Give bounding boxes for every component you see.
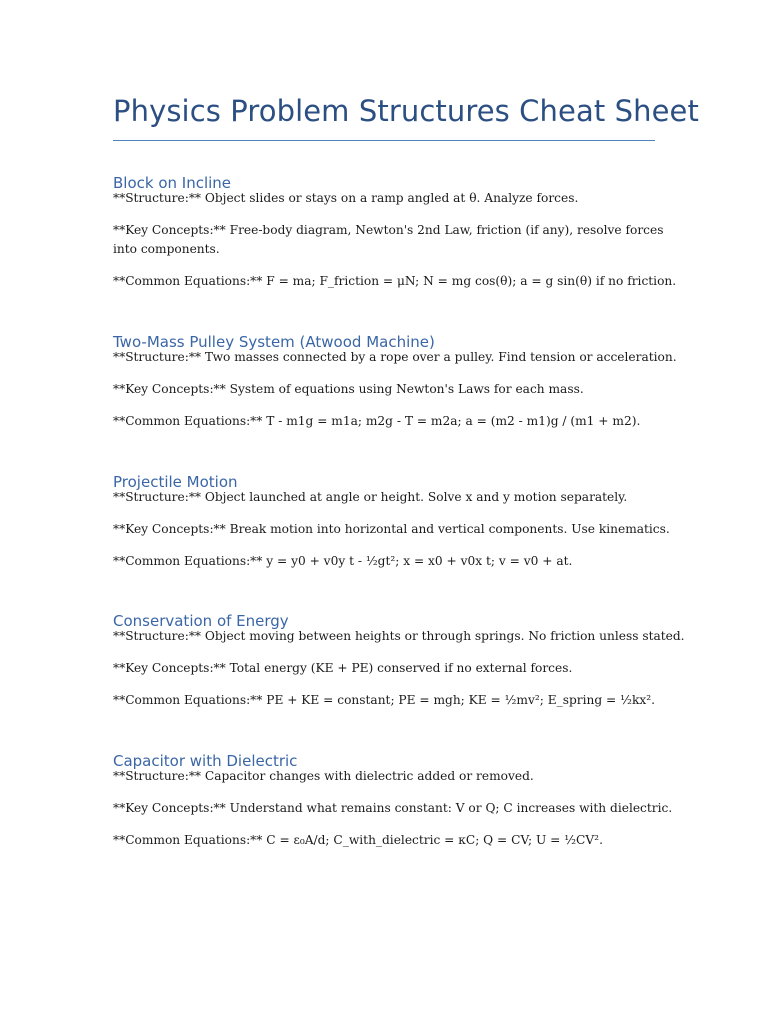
section-conservation-of-energy bbox=[113, 611, 685, 707]
document-title: Physics Problem Structures Cheat Sheet bbox=[113, 94, 699, 128]
key-concepts-line-continued: into components. bbox=[113, 242, 220, 256]
equations-line: **Common Equations:** C = ε₀A/d; C_with_dielectric = κC; Q = CV; U = ½CV². bbox=[113, 833, 603, 847]
key-concepts-line: **Key Concepts:** Understand what remains constant: V or Q; C increases with dielectric. bbox=[113, 801, 673, 815]
structure-line: **Structure:** Capacitor changes with dielectric added or removed. bbox=[113, 769, 534, 783]
equations-line: **Common Equations:** F = ma; F_friction = μN; N = mg cos(θ); a = g sin(θ) if no friction. bbox=[113, 274, 677, 288]
structure-line: **Structure:** Two masses connected by a rope over a pulley. Find tension or acceleration. bbox=[113, 350, 677, 364]
key-concepts-line: **Key Concepts:** Break motion into horizontal and vertical components. Use kinematics. bbox=[113, 522, 670, 536]
section-block-on-incline bbox=[113, 173, 677, 288]
section-heading: Two-Mass Pulley System (Atwood Machine) bbox=[113, 333, 435, 351]
section-heading: Projectile Motion bbox=[113, 473, 238, 491]
section-projectile-motion bbox=[113, 472, 673, 568]
key-concepts-line: **Key Concepts:** System of equations using Newton's Laws for each mass. bbox=[113, 382, 584, 396]
key-concepts-line: **Key Concepts:** Total energy (KE + PE) conserved if no external forces. bbox=[113, 661, 573, 675]
section-capacitor-with-dielectric bbox=[113, 751, 673, 847]
section-atwood-machine bbox=[113, 332, 677, 428]
structure-line: **Structure:** Object moving between heights or through springs. No friction unless stated. bbox=[113, 629, 685, 643]
title-underline bbox=[113, 140, 655, 141]
section-heading: Block on Incline bbox=[113, 174, 232, 192]
equations-line: **Common Equations:** PE + KE = constant; PE = mgh; KE = ½mv²; E_spring = ½kx². bbox=[113, 693, 655, 707]
equations-line: **Common Equations:** T - m1g = m1a; m2g - T = m2a; a = (m2 - m1)g / (m1 + m2). bbox=[113, 414, 641, 428]
section-heading: Capacitor with Dielectric bbox=[113, 752, 298, 770]
key-concepts-line: **Key Concepts:** Free-body diagram, Newton's 2nd Law, friction (if any), resolve forces bbox=[113, 223, 664, 237]
structure-line: **Structure:** Object launched at angle or height. Solve x and y motion separately. bbox=[113, 490, 628, 504]
section-heading: Conservation of Energy bbox=[113, 612, 289, 630]
equations-line: **Common Equations:** y = y0 + v0y t - ½gt²; x = x0 + v0x t; v = v0 + at. bbox=[113, 554, 573, 568]
structure-line: **Structure:** Object slides or stays on a ramp angled at θ. Analyze forces. bbox=[113, 191, 579, 205]
